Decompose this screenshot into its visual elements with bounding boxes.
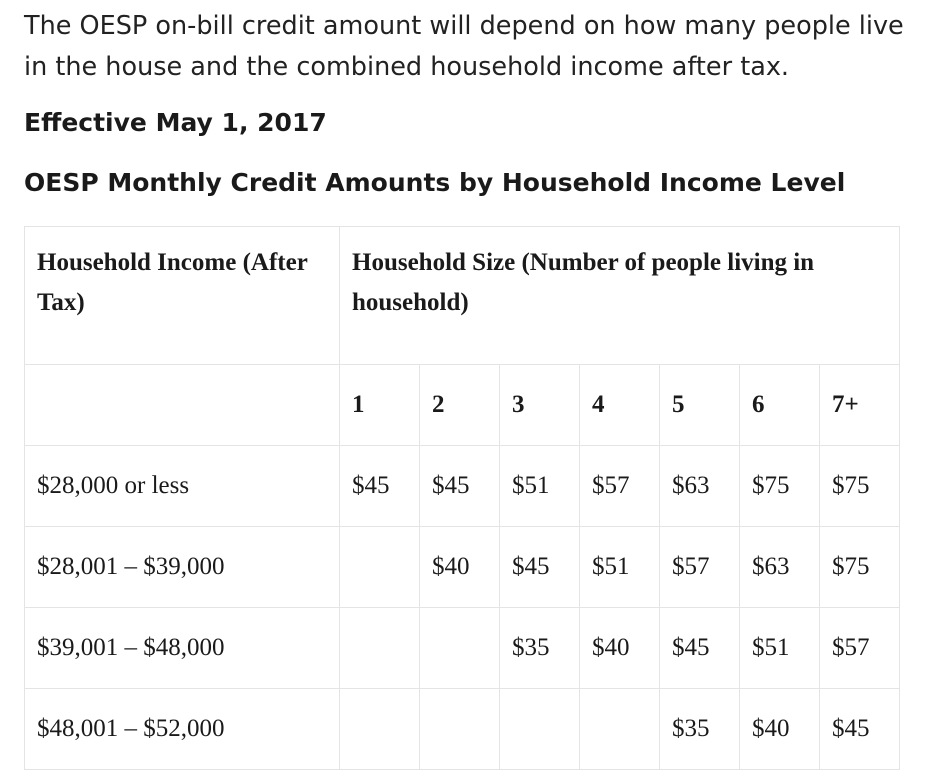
credit-cell: $57 <box>580 446 660 527</box>
credit-cell <box>420 608 500 689</box>
table-title: OESP Monthly Credit Amounts by Household Income Level <box>24 168 846 197</box>
income-cell: $28,000 or less <box>25 446 340 527</box>
credit-cell: $40 <box>420 527 500 608</box>
credit-cell: $40 <box>580 608 660 689</box>
credit-cell: $75 <box>820 527 900 608</box>
credit-cell: $63 <box>660 446 740 527</box>
table-row <box>25 608 900 689</box>
credit-cell: $35 <box>500 608 580 689</box>
header-household-income: Household Income (After Tax) <box>25 227 340 365</box>
credit-cell: $45 <box>820 689 900 770</box>
credit-cell <box>340 689 420 770</box>
income-cell: $39,001 – $48,000 <box>25 608 340 689</box>
credit-cell <box>580 689 660 770</box>
table-header-row <box>25 227 900 365</box>
size-cell: 1 <box>340 365 420 446</box>
size-blank-cell <box>25 365 340 446</box>
credit-cell: $51 <box>580 527 660 608</box>
effective-date-heading: Effective May 1, 2017 <box>24 108 327 137</box>
table-row <box>25 446 900 527</box>
credit-cell: $75 <box>820 446 900 527</box>
table-row <box>25 689 900 770</box>
credit-cell: $51 <box>500 446 580 527</box>
size-cell: 4 <box>580 365 660 446</box>
credit-cell <box>340 527 420 608</box>
size-cell: 7+ <box>820 365 900 446</box>
credit-cell: $45 <box>660 608 740 689</box>
size-cell: 5 <box>660 365 740 446</box>
credit-cell <box>340 608 420 689</box>
credit-cell: $45 <box>500 527 580 608</box>
credit-cell <box>420 689 500 770</box>
credit-cell: $57 <box>660 527 740 608</box>
header-household-size: Household Size (Number of people living in household) <box>340 227 900 365</box>
income-cell: $28,001 – $39,000 <box>25 527 340 608</box>
table-row <box>25 527 900 608</box>
credit-cell: $51 <box>740 608 820 689</box>
income-cell: $48,001 – $52,000 <box>25 689 340 770</box>
credit-cell: $35 <box>660 689 740 770</box>
size-cell: 2 <box>420 365 500 446</box>
credit-cell: $63 <box>740 527 820 608</box>
credit-cell: $75 <box>740 446 820 527</box>
credit-amounts-table <box>24 226 900 770</box>
credit-cell: $45 <box>340 446 420 527</box>
credit-cell: $45 <box>420 446 500 527</box>
credit-cell: $57 <box>820 608 900 689</box>
size-cell: 3 <box>500 365 580 446</box>
household-size-row <box>25 365 900 446</box>
size-cell: 6 <box>740 365 820 446</box>
intro-paragraph: The OESP on-bill credit amount will depend on how many people live in the house and the combined household income after tax. <box>24 11 904 82</box>
credit-cell <box>500 689 580 770</box>
credit-cell: $40 <box>740 689 820 770</box>
